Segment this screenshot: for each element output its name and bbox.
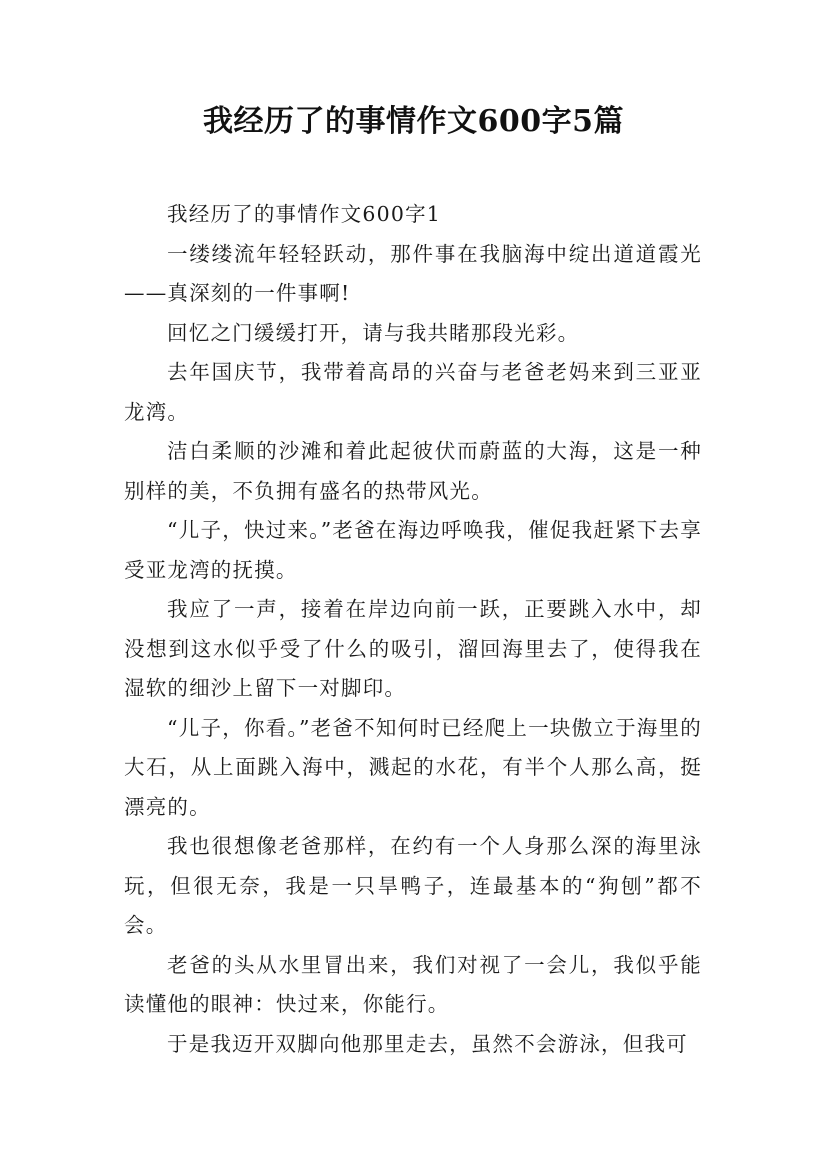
paragraph: 回忆之门缓缓打开，请与我共睹那段光彩。 <box>167 320 580 345</box>
paragraph: 于是我迈开双脚向他那里走去，虽然不会游泳，但我可 <box>167 1031 688 1056</box>
document-body <box>124 195 702 1064</box>
paragraph: 去年国庆节，我带着高昂的兴奋与老爸老妈来到三亚亚龙湾。 <box>124 360 702 424</box>
paragraph: “儿子，你看。”老爸不知何时已经爬上一块傲立于海里的大石，从上面跳入海中，溅起的水花，有半个人那么高，挺漂亮的。 <box>124 715 702 819</box>
paragraph: 一缕缕流年轻轻跃动，那件事在我脑海中绽出道道霞光——真深刻的一件事啊! <box>124 241 702 305</box>
paragraph: 我也很想像老爸那样，在约有一个人身那么深的海里泳玩，但很无奈，我是一只旱鸭子，连最基本的“狗刨”都不会。 <box>124 834 702 937</box>
document-title: 我经历了的事情作文600字5篇 <box>203 104 624 139</box>
paragraph: 洁白柔顺的沙滩和着此起彼伏而蔚蓝的大海，这是一种别样的美，不负拥有盛名的热带风光。 <box>124 439 702 503</box>
paragraph: “儿子，快过来。”老爸在海边呼唤我，催促我赶紧下去享受亚龙湾的抚摸。 <box>124 518 702 582</box>
paragraph: 我应了一声，接着在岸边向前一跃，正要跳入水中，却没想到这水似乎受了什么的吸引，溜回海里去了，使得我在湿软的细沙上留下一对脚印。 <box>124 597 702 700</box>
paragraph: 我经历了的事情作文600字1 <box>167 202 442 226</box>
paragraph: 老爸的头从水里冒出来，我们对视了一会儿，我似乎能读懂他的眼神：快过来，你能行。 <box>124 952 702 1016</box>
